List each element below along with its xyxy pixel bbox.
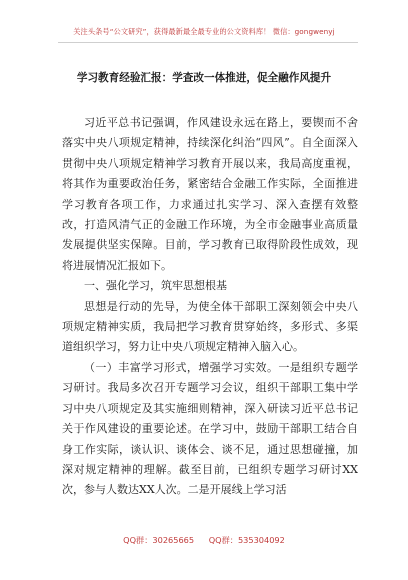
footer-qq-group-2: QQ群：535304092 bbox=[208, 535, 285, 545]
section-heading-1: 一、强化学习，筑牢思想根基 bbox=[84, 279, 227, 293]
footer-contact bbox=[0, 535, 408, 546]
document-body bbox=[62, 113, 358, 501]
body-paragraph-intro: 习近平总书记强调，作风建设永远在路上，要锲而不舍落实中央八项规定精神，持续深化纠治“四风”。自全面深入贯彻中央八项规定精神学习教育开展以来，我局高度重视，将其作为重要政治任务，紧密结合金融工作实际，全面推进学习教育各项工作，力求通过扎实学习、深入查摆有效整改，打造风清气正的金融工作环境，为全市金融事业高质量发展提供坚实保障。目前，学习教育已取得阶段性成效，现将进展情况汇报如下。 bbox=[62, 116, 358, 272]
header-divider bbox=[58, 42, 358, 43]
body-paragraph-2: 思想是行动的先导，为使全体干部职工深刻领会中央八项规定精神实质，我局把学习教育贯穿始终，多形式、多渠道组织学习，努力让中央八项规定精神入脑入心。 bbox=[62, 299, 358, 354]
header-note: 关注头条号“公文研究”，获得最新最全最专业的公文资料库！ 微信：gongwenyj bbox=[73, 27, 335, 36]
body-paragraph-3: （一）丰富学习形式，增强学习实效。一是组织专题学习研讨。我局多次召开专题学习会议，组织干部职工集中学习中央八项规定及其实施细则精神，深入研读习近平总书记关于作风建设的重要论述。在学习中，鼓励干部职工结合自身工作实际，谈认识、谈体会、谈不足，通过思想碰撞，加深对规定精神的理解。截至目前，已组织专题学习研讨XX次，参与人数达XX人次。二是开展线上学习活 bbox=[62, 360, 358, 497]
document-title: 学习教育经验汇报：学查改一体推进，促全融作风提升 bbox=[76, 72, 332, 84]
footer-qq-group-1: QQ群：30265665 bbox=[123, 535, 195, 545]
